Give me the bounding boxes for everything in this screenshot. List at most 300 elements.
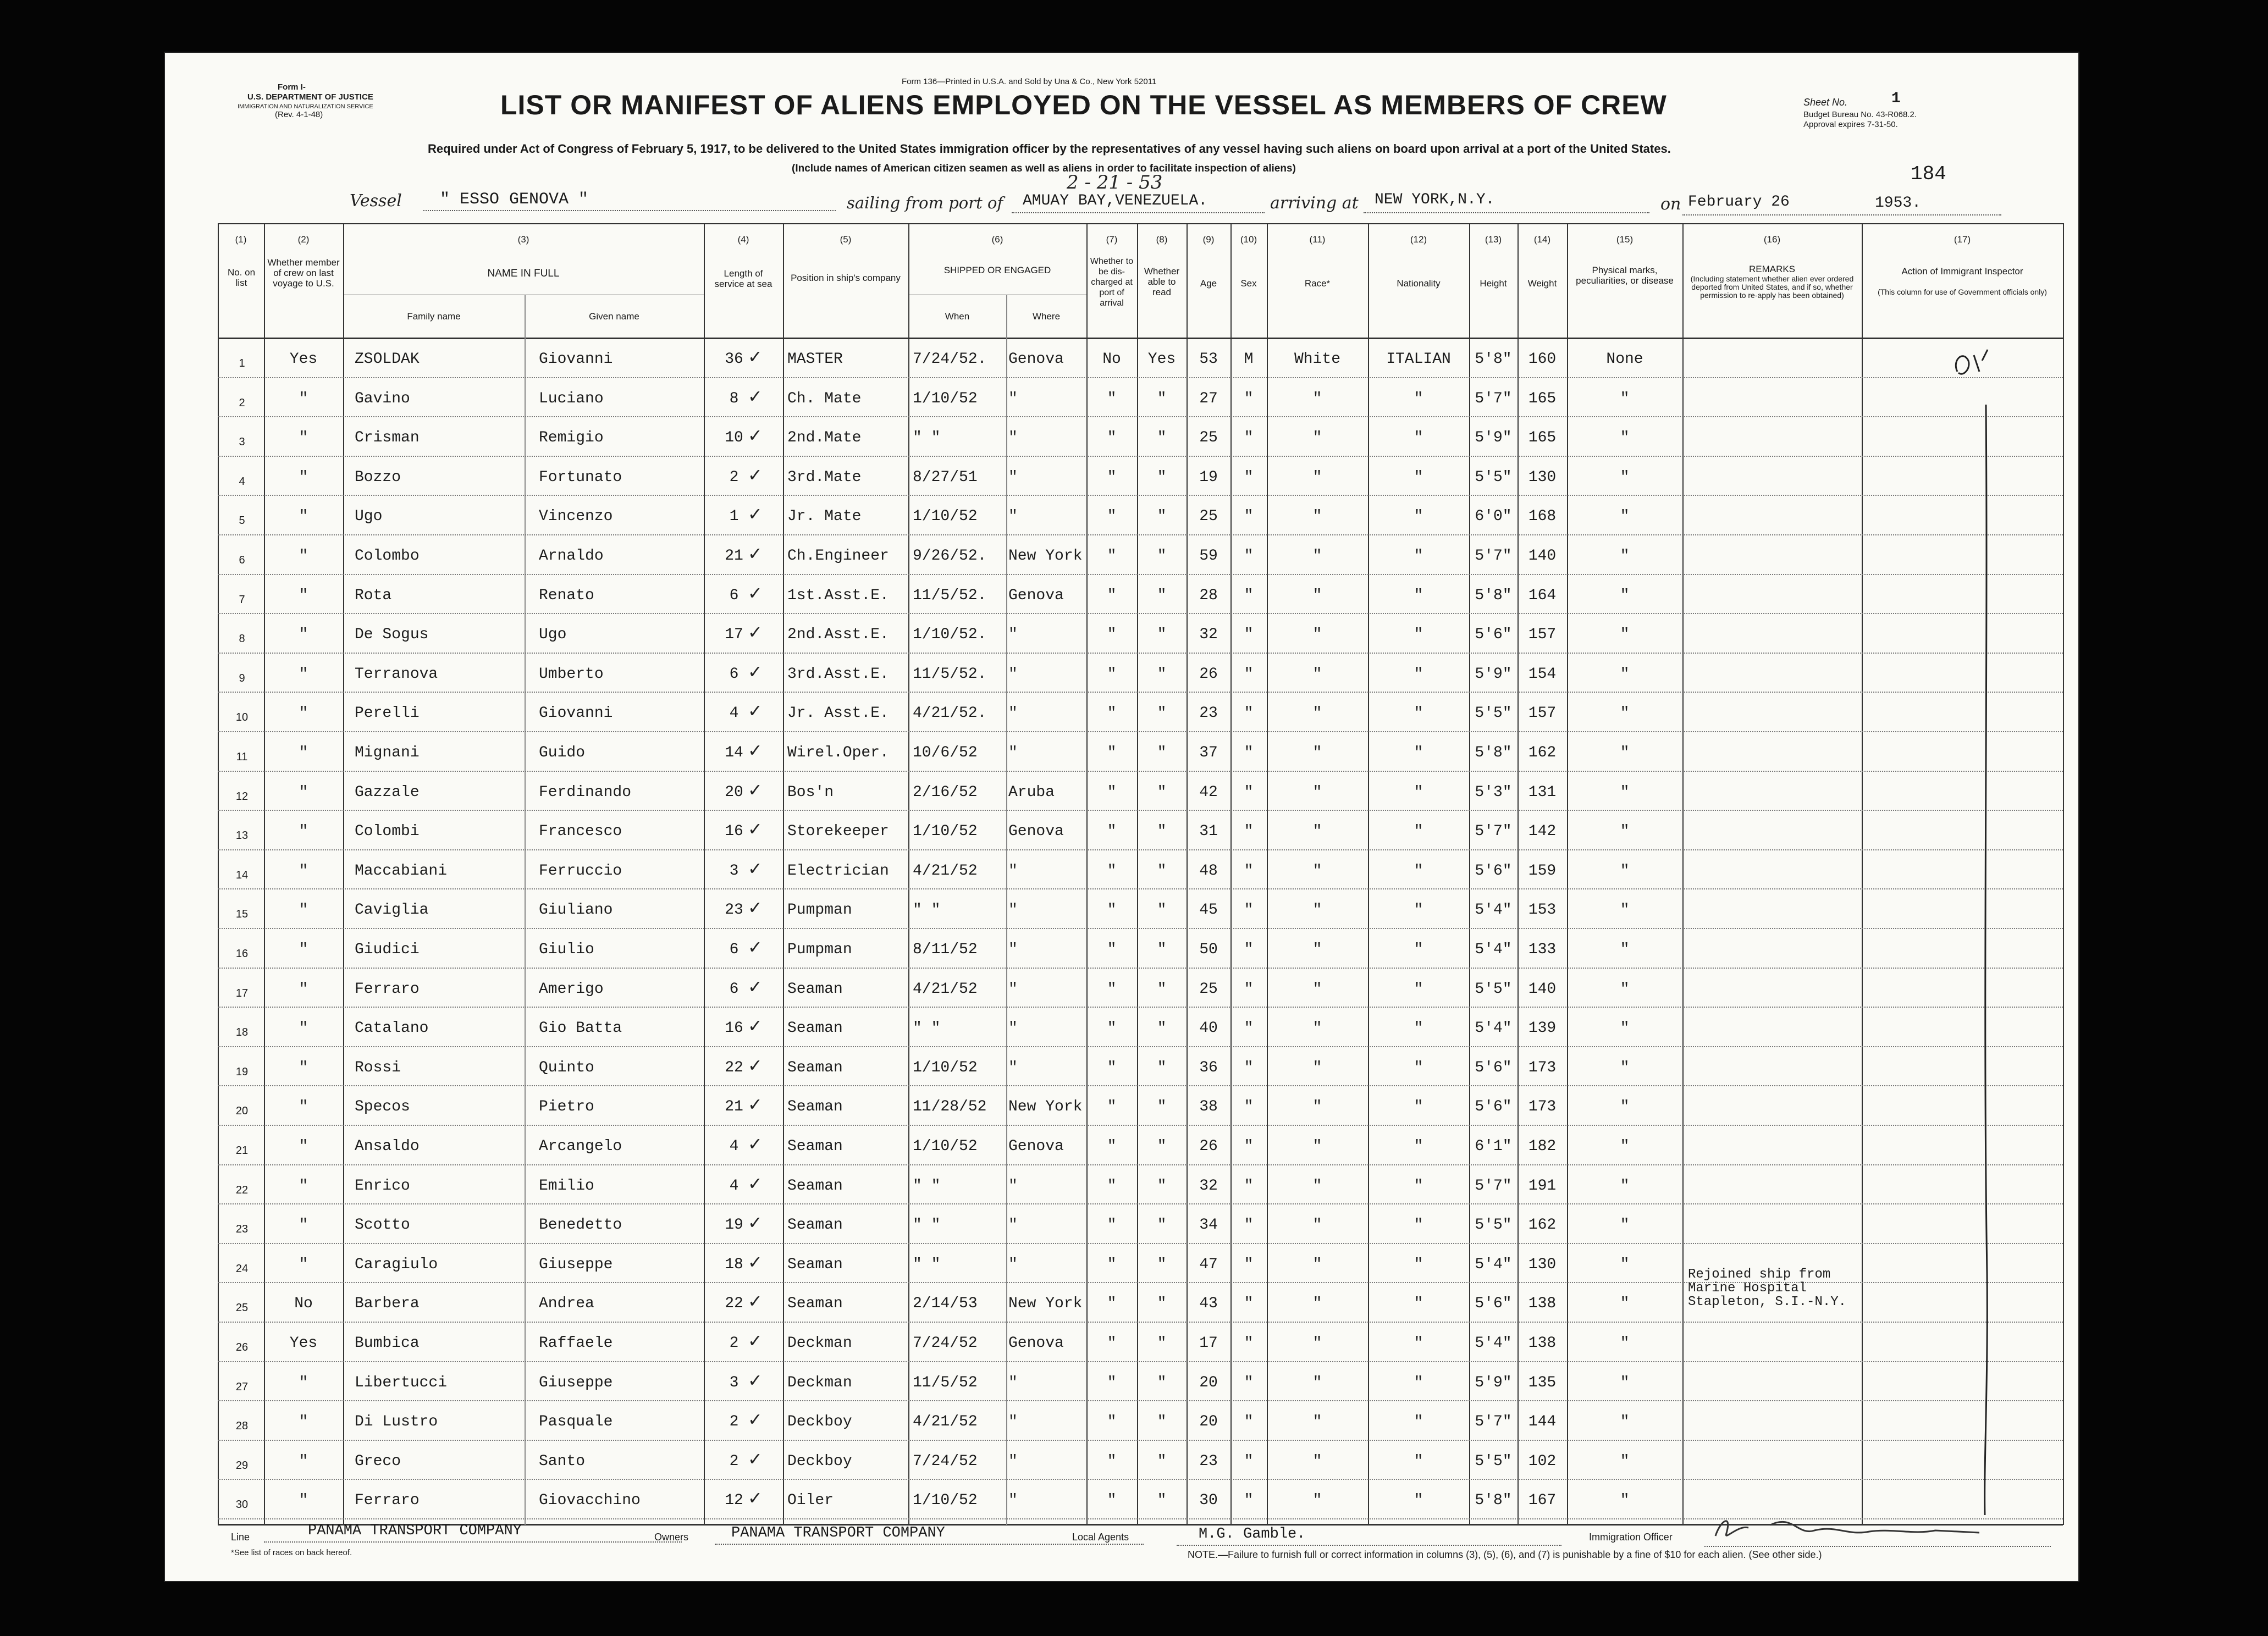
cell-length-service: 1 bbox=[729, 508, 739, 526]
header-age: Age bbox=[1200, 278, 1217, 289]
cell-able-read: Yes bbox=[1147, 351, 1176, 368]
cell-physical: " bbox=[1620, 626, 1630, 644]
cell-where: " bbox=[1008, 1492, 1018, 1510]
arriving-port: NEW YORK,N.Y. bbox=[1375, 191, 1495, 208]
cell-able-read: " bbox=[1157, 626, 1167, 644]
row-number: 16 bbox=[235, 948, 249, 960]
cell-position: Seaman bbox=[787, 1295, 843, 1313]
cell-position: Deckman bbox=[787, 1335, 852, 1352]
cell-weight: 142 bbox=[1528, 823, 1557, 841]
cell-where: " bbox=[1008, 665, 1018, 683]
col-num-11: (11) bbox=[1309, 234, 1326, 245]
cell-where: " bbox=[1008, 1452, 1018, 1470]
cell-able-read: " bbox=[1157, 705, 1167, 722]
cell-length-service: 4 bbox=[729, 705, 739, 722]
cell-position: Seaman bbox=[787, 1098, 843, 1116]
header-name-in-full: NAME IN FULL bbox=[487, 268, 560, 279]
cell-race: " bbox=[1312, 823, 1322, 841]
cell-age: 45 bbox=[1199, 902, 1218, 919]
cell-where: " bbox=[1008, 1256, 1018, 1273]
cell-race: " bbox=[1312, 548, 1322, 565]
cell-sex: " bbox=[1244, 1177, 1254, 1195]
cell-physical: " bbox=[1620, 1492, 1630, 1510]
row-rule bbox=[218, 888, 2063, 889]
cell-position: Oiler bbox=[787, 1492, 834, 1510]
footer-owners: PANAMA TRANSPORT COMPANY bbox=[731, 1525, 945, 1541]
header-where: Where bbox=[1032, 311, 1061, 322]
cell-age: 26 bbox=[1199, 665, 1218, 683]
cell-length-service: 14 bbox=[725, 744, 743, 761]
cell-member: " bbox=[299, 429, 308, 447]
cell-length-service: 6 bbox=[729, 941, 739, 958]
inspector-mark bbox=[1869, 339, 2034, 1537]
check-mark-icon: ✓ bbox=[748, 1488, 763, 1508]
cell-weight: 133 bbox=[1528, 941, 1557, 958]
cell-sex: " bbox=[1244, 665, 1254, 683]
cell-remarks: Rejoined ship from Marine Hospital Stapleton, S.I.-N.Y. bbox=[1688, 1267, 1847, 1310]
cell-member: " bbox=[299, 468, 308, 486]
cell-physical: " bbox=[1620, 941, 1630, 958]
cell-discharged: " bbox=[1107, 1020, 1117, 1037]
cell-age: 48 bbox=[1199, 862, 1218, 880]
row-number: 11 bbox=[236, 751, 248, 763]
col-num-15: (15) bbox=[1616, 234, 1634, 245]
cell-given-name: Emilio bbox=[539, 1177, 594, 1195]
sheet-label: Sheet No. bbox=[1803, 97, 1848, 108]
cell-able-read: " bbox=[1157, 508, 1167, 526]
cell-height: 5'9" bbox=[1475, 665, 1512, 683]
row-rule bbox=[218, 1479, 2063, 1480]
cell-position: Seaman bbox=[787, 1217, 843, 1234]
cell-age: 25 bbox=[1199, 980, 1218, 998]
cell-where: " bbox=[1008, 1177, 1018, 1195]
cell-able-read: " bbox=[1157, 1335, 1167, 1352]
cell-family-name: ZSOLDAK bbox=[355, 351, 420, 368]
cell-sex: " bbox=[1244, 1452, 1254, 1470]
check-mark-icon: ✓ bbox=[748, 819, 763, 839]
cell-able-read: " bbox=[1157, 1217, 1167, 1234]
cell-height: 6'1" bbox=[1475, 1138, 1512, 1155]
cell-member: " bbox=[299, 1059, 308, 1076]
header-when: When bbox=[945, 311, 970, 322]
cell-nationality: " bbox=[1414, 862, 1423, 880]
cell-nationality: " bbox=[1414, 823, 1423, 841]
cell-physical: " bbox=[1620, 508, 1630, 526]
cell-sex: " bbox=[1244, 1217, 1254, 1234]
cell-sex: " bbox=[1244, 1098, 1254, 1116]
cell-when: 7/24/52 bbox=[913, 1335, 978, 1352]
cell-given-name: Giovacchino bbox=[539, 1492, 641, 1510]
row-number: 21 bbox=[235, 1145, 249, 1157]
cell-race: " bbox=[1312, 587, 1322, 604]
cell-height: 5'5" bbox=[1475, 705, 1512, 722]
cell-member: Yes bbox=[289, 1335, 318, 1352]
cell-position: Electrician bbox=[787, 862, 889, 880]
header-weight: Weight bbox=[1527, 278, 1557, 289]
check-mark-icon: ✓ bbox=[748, 898, 763, 918]
cell-position: Wirel.Oper. bbox=[787, 744, 889, 761]
footer-agents-label: Local Agents bbox=[1072, 1532, 1129, 1543]
cell-member: " bbox=[299, 1452, 308, 1470]
arriving-label: arriving at bbox=[1270, 194, 1359, 213]
cell-age: 36 bbox=[1199, 1059, 1218, 1076]
cell-nationality: " bbox=[1414, 1098, 1423, 1116]
cell-height: 5'7" bbox=[1475, 1177, 1512, 1195]
cell-physical: " bbox=[1620, 1256, 1630, 1273]
cell-nationality: " bbox=[1414, 980, 1423, 998]
cell-weight: 162 bbox=[1528, 744, 1557, 761]
cell-able-read: " bbox=[1157, 902, 1167, 919]
check-mark-icon: ✓ bbox=[748, 544, 763, 563]
cell-nationality: " bbox=[1414, 1452, 1423, 1470]
cell-height: 5'6" bbox=[1475, 626, 1512, 644]
cell-length-service: 6 bbox=[729, 587, 739, 604]
cell-length-service: 16 bbox=[725, 1020, 743, 1037]
footer-races-note: *See list of races on back hereof. bbox=[231, 1548, 352, 1557]
cell-physical: " bbox=[1620, 1335, 1630, 1352]
cell-family-name: Catalano bbox=[355, 1020, 429, 1037]
cell-when: 9/26/52. bbox=[913, 548, 987, 565]
check-mark-icon: ✓ bbox=[748, 1173, 763, 1193]
cell-length-service: 10 bbox=[725, 429, 743, 447]
cell-height: 5'6" bbox=[1475, 1059, 1512, 1076]
cell-discharged: " bbox=[1107, 468, 1117, 486]
col-num-7: (7) bbox=[1106, 234, 1118, 245]
cell-race: " bbox=[1312, 1098, 1322, 1116]
cell-sex: " bbox=[1244, 1374, 1254, 1391]
cell-when: 2/14/53 bbox=[913, 1295, 978, 1313]
cell-family-name: Specos bbox=[355, 1098, 410, 1116]
cell-position: Seaman bbox=[787, 980, 843, 998]
cell-where: Genova bbox=[1008, 587, 1064, 604]
row-rule bbox=[218, 1164, 2063, 1165]
cell-length-service: 22 bbox=[725, 1295, 743, 1313]
row-number: 22 bbox=[235, 1184, 249, 1196]
cell-length-service: 20 bbox=[725, 783, 743, 801]
cell-given-name: Ferdinando bbox=[539, 783, 632, 801]
cell-family-name: Barbera bbox=[355, 1295, 420, 1313]
cell-given-name: Fortunato bbox=[539, 468, 622, 486]
cell-age: 28 bbox=[1199, 587, 1218, 604]
cell-family-name: Gazzale bbox=[355, 783, 420, 801]
cell-weight: 157 bbox=[1528, 626, 1557, 644]
sailing-date-handwritten: 2 - 21 - 53 bbox=[1067, 172, 1163, 194]
check-mark-icon: ✓ bbox=[748, 740, 763, 760]
cell-family-name: Colombi bbox=[355, 823, 420, 841]
col-num-13: (13) bbox=[1485, 234, 1502, 245]
cell-sex: " bbox=[1244, 429, 1254, 447]
cell-where: " bbox=[1008, 862, 1018, 880]
check-mark-icon: ✓ bbox=[748, 1055, 763, 1075]
cell-family-name: Terranova bbox=[355, 665, 438, 683]
cell-discharged: " bbox=[1107, 665, 1117, 683]
row-number: 27 bbox=[235, 1380, 249, 1393]
row-rule bbox=[218, 534, 2063, 535]
cell-race: " bbox=[1312, 1138, 1322, 1155]
row-rule bbox=[218, 928, 2063, 929]
cell-weight: 153 bbox=[1528, 902, 1557, 919]
cell-discharged: " bbox=[1107, 902, 1117, 919]
cell-length-service: 22 bbox=[725, 1059, 743, 1076]
cell-age: 43 bbox=[1199, 1295, 1218, 1313]
cell-member: " bbox=[299, 1492, 308, 1510]
header-physical: Physical marks, peculiarities, or disease bbox=[1576, 265, 1674, 286]
cell-age: 17 bbox=[1199, 1335, 1218, 1352]
cell-discharged: " bbox=[1107, 1059, 1117, 1076]
cell-race: " bbox=[1312, 862, 1322, 880]
cell-physical: " bbox=[1620, 1098, 1630, 1116]
cell-able-read: " bbox=[1157, 1138, 1167, 1155]
cell-weight: 135 bbox=[1528, 1374, 1557, 1391]
cell-sex: " bbox=[1244, 744, 1254, 761]
cell-given-name: Giuseppe bbox=[539, 1256, 613, 1273]
cell-height: 5'8" bbox=[1475, 587, 1512, 604]
cell-length-service: 2 bbox=[729, 1452, 739, 1470]
cell-given-name: Benedetto bbox=[539, 1217, 622, 1234]
cell-race: " bbox=[1312, 665, 1322, 683]
cell-sex: " bbox=[1244, 1413, 1254, 1431]
cell-age: 34 bbox=[1199, 1217, 1218, 1234]
cell-given-name: Gio Batta bbox=[539, 1020, 622, 1037]
cell-where: " bbox=[1008, 1413, 1018, 1431]
cell-able-read: " bbox=[1157, 1452, 1167, 1470]
cell-member: " bbox=[299, 1256, 308, 1273]
cell-when: 4/21/52 bbox=[913, 862, 978, 880]
cell-able-read: " bbox=[1157, 1256, 1167, 1273]
cell-weight: 167 bbox=[1528, 1492, 1557, 1510]
cell-family-name: Ansaldo bbox=[355, 1138, 420, 1155]
cell-length-service: 6 bbox=[729, 980, 739, 998]
cell-nationality: " bbox=[1414, 1059, 1423, 1076]
vessel-name: " ESSO GENOVA " bbox=[440, 190, 589, 209]
cell-able-read: " bbox=[1157, 548, 1167, 565]
row-number: 17 bbox=[235, 987, 249, 999]
table-top-rule bbox=[218, 223, 2063, 224]
cell-able-read: " bbox=[1157, 665, 1167, 683]
cell-member: " bbox=[299, 1098, 308, 1116]
col-num-2: (2) bbox=[297, 234, 310, 245]
cell-when: 10/6/52 bbox=[913, 744, 978, 761]
cell-given-name: Ferruccio bbox=[539, 862, 622, 880]
check-mark-icon: ✓ bbox=[748, 583, 763, 603]
page-note: (Include names of American citizen seamen as well as aliens in order to facilitate inspection of aliens) bbox=[792, 163, 1296, 174]
cell-where: " bbox=[1008, 390, 1018, 407]
col-num-17: (17) bbox=[1954, 234, 1971, 245]
row-number: 26 bbox=[235, 1341, 249, 1353]
row-rule bbox=[218, 653, 2063, 654]
check-mark-icon: ✓ bbox=[748, 1410, 763, 1430]
cell-member: " bbox=[299, 902, 308, 919]
col-num-1: (1) bbox=[235, 234, 247, 245]
cell-member: " bbox=[299, 1413, 308, 1431]
cell-weight: 173 bbox=[1528, 1059, 1557, 1076]
cell-discharged: " bbox=[1107, 1492, 1117, 1510]
check-mark-icon: ✓ bbox=[748, 976, 763, 997]
cell-sex: " bbox=[1244, 823, 1254, 841]
check-mark-icon: ✓ bbox=[748, 858, 763, 878]
cell-race: " bbox=[1312, 1295, 1322, 1313]
row-number: 3 bbox=[239, 436, 245, 449]
row-rule bbox=[218, 416, 2063, 417]
cell-age: 53 bbox=[1199, 351, 1218, 368]
cell-height: 5'7" bbox=[1475, 390, 1512, 407]
cell-age: 27 bbox=[1199, 390, 1218, 407]
cell-given-name: Giuseppe bbox=[539, 1374, 613, 1391]
arrival-year: 1953. bbox=[1875, 195, 1922, 212]
cell-sex: " bbox=[1244, 783, 1254, 801]
cell-age: 25 bbox=[1199, 508, 1218, 526]
cell-sex: M bbox=[1244, 351, 1254, 368]
cell-where: New York bbox=[1008, 1295, 1083, 1313]
cell-age: 23 bbox=[1199, 705, 1218, 722]
on-label: on bbox=[1660, 195, 1681, 214]
cell-physical: None bbox=[1606, 351, 1643, 368]
cell-weight: 165 bbox=[1528, 429, 1557, 447]
cell-nationality: " bbox=[1414, 902, 1423, 919]
cell-given-name: Umberto bbox=[539, 665, 604, 683]
cell-length-service: 4 bbox=[729, 1138, 739, 1155]
cell-physical: " bbox=[1620, 587, 1630, 604]
cell-given-name: Pietro bbox=[539, 1098, 594, 1116]
cell-length-service: 36 bbox=[725, 351, 743, 368]
cell-family-name: Colombo bbox=[355, 548, 420, 565]
cell-family-name: Di Lustro bbox=[355, 1413, 438, 1431]
cell-physical: " bbox=[1620, 1452, 1630, 1470]
cell-where: " bbox=[1008, 941, 1018, 958]
cell-height: 5'4" bbox=[1475, 902, 1512, 919]
cell-height: 5'5" bbox=[1475, 468, 1512, 486]
cell-when: " " bbox=[913, 1020, 941, 1037]
cell-nationality: " bbox=[1414, 587, 1423, 604]
cell-nationality: " bbox=[1414, 1138, 1423, 1155]
cell-discharged: " bbox=[1107, 1413, 1117, 1431]
cell-race: " bbox=[1312, 1177, 1322, 1195]
cell-sex: " bbox=[1244, 941, 1254, 958]
cell-weight: 191 bbox=[1528, 1177, 1557, 1195]
row-rule bbox=[218, 1085, 2063, 1086]
footer-penalty-note: NOTE.—Failure to furnish full or correct information in columns (3), (5), (6), and (7) is punishable by a fine of $10 for each alien. (See other side.) bbox=[1188, 1549, 1822, 1560]
cell-nationality: ITALIAN bbox=[1386, 351, 1451, 368]
cell-discharged: " bbox=[1107, 1177, 1117, 1195]
cell-family-name: Rossi bbox=[355, 1059, 401, 1076]
cell-when: 1/10/52 bbox=[913, 1138, 978, 1155]
check-mark-icon: ✓ bbox=[748, 661, 763, 682]
cell-able-read: " bbox=[1157, 783, 1167, 801]
cell-where: " bbox=[1008, 744, 1018, 761]
form-printer-line: Form 136—Printed in U.S.A. and Sold by Una & Co., New York 52011 bbox=[902, 77, 1157, 86]
cell-position: Seaman bbox=[787, 1177, 843, 1195]
cell-position: Pumpman bbox=[787, 941, 852, 958]
cell-nationality: " bbox=[1414, 1217, 1423, 1234]
cell-race: " bbox=[1312, 980, 1322, 998]
cell-discharged: " bbox=[1107, 783, 1117, 801]
cell-family-name: Crisman bbox=[355, 429, 420, 447]
cell-physical: " bbox=[1620, 1177, 1630, 1195]
cell-physical: " bbox=[1620, 665, 1630, 683]
cell-member: " bbox=[299, 390, 308, 407]
row-rule bbox=[218, 456, 2063, 457]
cell-age: 19 bbox=[1199, 468, 1218, 486]
header-sex: Sex bbox=[1240, 278, 1257, 289]
cell-able-read: " bbox=[1157, 1177, 1167, 1195]
cell-nationality: " bbox=[1414, 468, 1423, 486]
row-number: 20 bbox=[235, 1105, 249, 1118]
header-able-read: Whether able to read bbox=[1144, 266, 1180, 297]
cell-sex: " bbox=[1244, 1020, 1254, 1037]
row-rule bbox=[218, 731, 2063, 732]
col-num-9: (9) bbox=[1202, 234, 1215, 245]
cell-given-name: Luciano bbox=[539, 390, 604, 407]
cell-able-read: " bbox=[1157, 1098, 1167, 1116]
row-number: 1 bbox=[239, 357, 245, 369]
row-rule bbox=[218, 771, 2063, 772]
cell-given-name: Santo bbox=[539, 1452, 586, 1470]
cell-when: " " bbox=[913, 1177, 941, 1195]
cell-discharged: " bbox=[1107, 1335, 1117, 1352]
cell-physical: " bbox=[1620, 1413, 1630, 1431]
cell-age: 26 bbox=[1199, 1138, 1218, 1155]
sailing-label: sailing from port of bbox=[847, 194, 1003, 212]
cell-given-name: Arnaldo bbox=[539, 548, 604, 565]
cell-member: " bbox=[299, 744, 308, 761]
cell-when: " " bbox=[913, 1217, 941, 1234]
cell-given-name: Vincenzo bbox=[539, 508, 613, 526]
cell-family-name: Enrico bbox=[355, 1177, 410, 1195]
cell-nationality: " bbox=[1414, 941, 1423, 958]
cell-weight: 139 bbox=[1528, 1020, 1557, 1037]
row-rule bbox=[218, 1203, 2063, 1204]
cell-age: 32 bbox=[1199, 626, 1218, 644]
cell-member: " bbox=[299, 1374, 308, 1391]
cell-height: 5'6" bbox=[1475, 1295, 1512, 1313]
cell-length-service: 6 bbox=[729, 665, 739, 683]
cell-where: " bbox=[1008, 902, 1018, 919]
cell-member: " bbox=[299, 1138, 308, 1155]
cell-discharged: " bbox=[1107, 1138, 1117, 1155]
cell-nationality: " bbox=[1414, 783, 1423, 801]
cell-physical: " bbox=[1620, 1217, 1630, 1234]
row-rule bbox=[218, 1400, 2063, 1401]
check-mark-icon: ✓ bbox=[748, 1213, 763, 1233]
cell-physical: " bbox=[1620, 783, 1630, 801]
check-mark-icon: ✓ bbox=[748, 1370, 763, 1390]
cell-when: 1/10/52 bbox=[913, 823, 978, 841]
footer-owners-label: Owners bbox=[654, 1532, 689, 1543]
cell-member: " bbox=[299, 665, 308, 683]
cell-discharged: " bbox=[1107, 429, 1117, 447]
cell-family-name: De Sogus bbox=[355, 626, 429, 644]
header-given-name: Given name bbox=[589, 311, 639, 322]
cell-sex: " bbox=[1244, 587, 1254, 604]
row-number: 8 bbox=[239, 633, 245, 645]
cell-physical: " bbox=[1620, 468, 1630, 486]
cell-weight: 140 bbox=[1528, 980, 1557, 998]
cell-physical: " bbox=[1620, 1020, 1630, 1037]
cell-race: " bbox=[1312, 468, 1322, 486]
cell-sex: " bbox=[1244, 705, 1254, 722]
cell-able-read: " bbox=[1157, 1295, 1167, 1313]
header-remarks-note: (Including statement whether alien ever ordered deported from United States, and if so, whether permission to re-apply has been obtained) bbox=[1690, 274, 1854, 300]
cell-able-read: " bbox=[1157, 587, 1167, 604]
row-number: 7 bbox=[239, 593, 245, 606]
cell-height: 5'5" bbox=[1475, 980, 1512, 998]
cell-age: 23 bbox=[1199, 1452, 1218, 1470]
cell-position: Bos'n bbox=[787, 783, 834, 801]
cell-member: " bbox=[299, 862, 308, 880]
cell-weight: 130 bbox=[1528, 1256, 1557, 1273]
cell-age: 42 bbox=[1199, 783, 1218, 801]
cell-weight: 140 bbox=[1528, 548, 1557, 565]
